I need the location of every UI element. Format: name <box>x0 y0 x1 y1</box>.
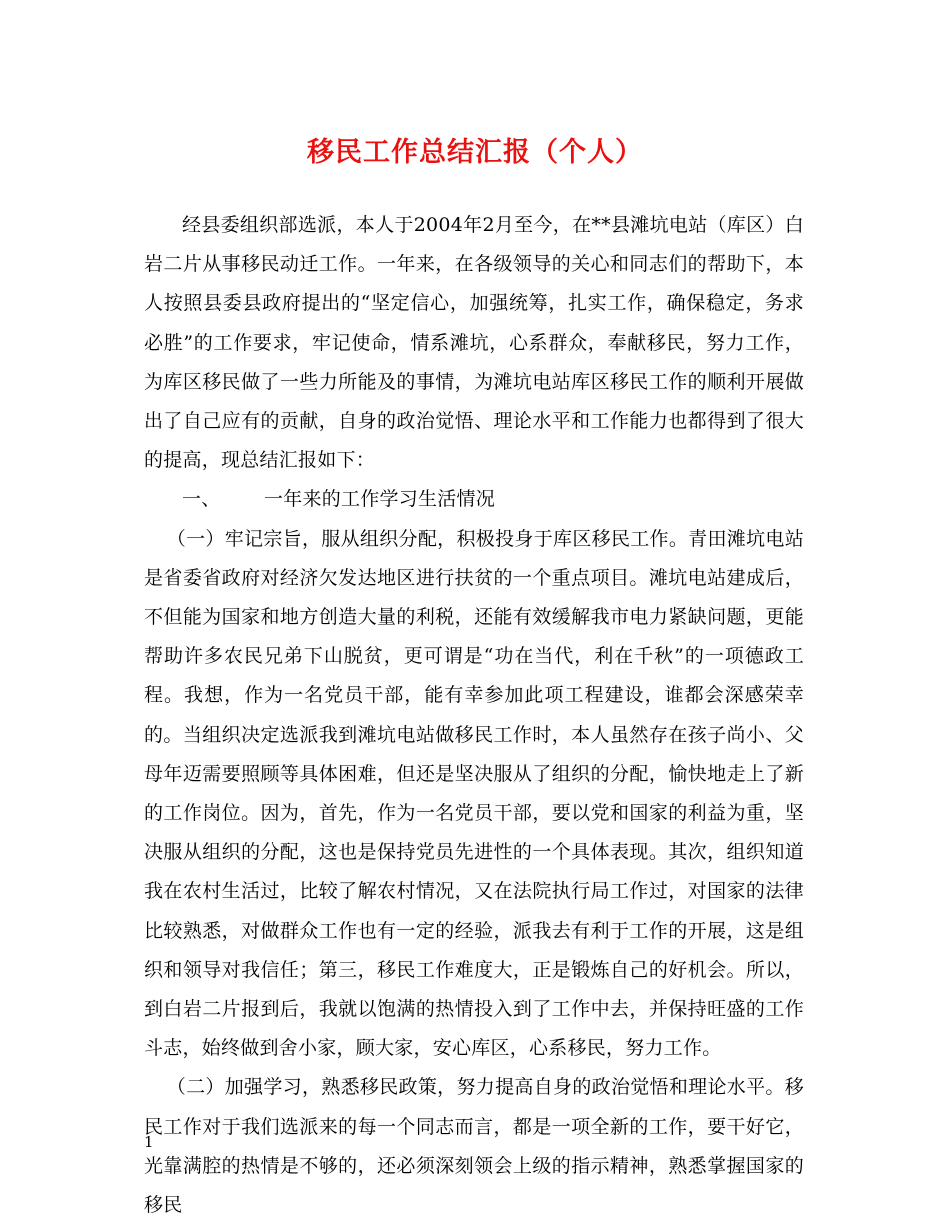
section-number: 一、 <box>182 488 221 511</box>
section-title: 一年来的工作学习生活情况 <box>264 488 496 511</box>
subsection-paragraph-1: （一）牢记宗旨，服从组织分配，积极投身于库区移民工作。青田滩坑电站是省委省政府对经济欠发达地区进行扶贫的一个重点项目。滩坑电站建成后，不但能为国家和地方创造大量的利税，还能有效缓解我市电力紧缺问题，更能帮助许多农民兄弟下山脱贫，更可谓是“功在当代，利在千秋”的一项德政工程。我想，作为一名党员干部，能有幸参加此项工程建设，谁都会深感荣幸的。当组织决定选派我到滩坑电站做移民工作时，本人虽然存在孩子尚小、父母年迈需要照顾等具体困难，但还是坚决服从了组织的分配，愉快地走上了新的工作岗位。因为，首先，作为一名党员干部，要以党和国家的利益为重，坚决服从组织的分配，这也是保持党员先进性的一个具体表现。其次，组织知道我在农村生活过，比较了解农村情况，又在法院执行局工作过，对国家的法律比较熟悉，对做群众工作也有一定的经验，派我去有利于工作的开展，这是组织和领导对我信任；第三，移民工作难度大，正是锻炼自己的好机会。所以，到白岩二片报到后，我就以饱满的热情投入到了工作中去，并保持旺盛的工作斗志，始终做到舍小家，顾大家，安心库区，心系移民，努力工作。 <box>144 527 804 1060</box>
document-body <box>144 206 804 1225</box>
document-title: 移民工作总结汇报（个人） <box>307 137 643 168</box>
intro-paragraph: 经县委组织部选派，本人于2004年2月至今，在**县滩坑电站（库区）白岩二片从事移民动迁工作。一年来，在各级领导的关心和同志们的帮助下，本人按照县委县政府提出的“坚定信心，加强统筹，扎实工作，确保稳定，务求必胜”的工作要求，牢记使命，情系滩坑，心系群众，奉献移民，努力工作，为库区移民做了一些力所能及的事情，为滩坑电站库区移民工作的顺利开展做出了自己应有的贡献，自身的政治觉悟、理论水平和工作能力也都得到了很大的提高，现总结汇报如下： <box>144 214 804 472</box>
section-heading <box>144 480 804 519</box>
page-number: 1 <box>144 1133 154 1151</box>
subsection-paragraph-2: （二）加强学习，熟悉移民政策，努力提高自身的政治觉悟和理论水平。移民工作对于我们选派来的每一个同志而言，都是一项全新的工作，要干好它，光靠满腔的热情是不够的，还必须深刻领会上级的指示精神，熟悉掌握国家的移民 <box>144 1076 804 1217</box>
